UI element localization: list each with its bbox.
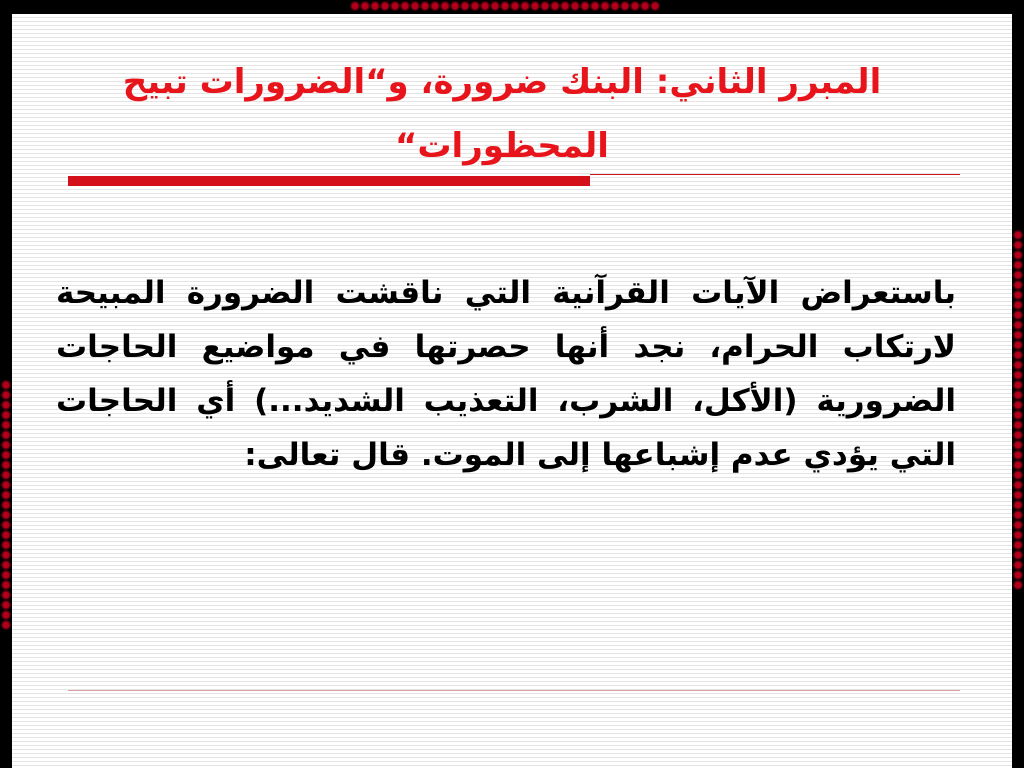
top-dots-border [350, 0, 660, 12]
footer-divider [68, 690, 960, 691]
slide-body-text: باستعراض الآيات القرآنية التي ناقشت الضرورة المبيحة لارتكاب الحرام، نجد أنها حصرتها في مواضيع الحاجات الضرورية (الأكل، الشرب، التعذيب الشديد...) أي الحاجات التي يؤدي عدم إشباعها إلى الموت. قال تعالى: [56, 275, 956, 473]
right-dots-border [1013, 230, 1023, 590]
left-dots-border [1, 380, 11, 630]
slide-canvas [12, 14, 1012, 768]
title-underline-line [590, 174, 960, 175]
slide-title: المبرر الثاني: البنك ضرورة، و“الضرورات تبيح المحظورات“ [122, 62, 882, 166]
title-underline-bar [68, 176, 590, 186]
